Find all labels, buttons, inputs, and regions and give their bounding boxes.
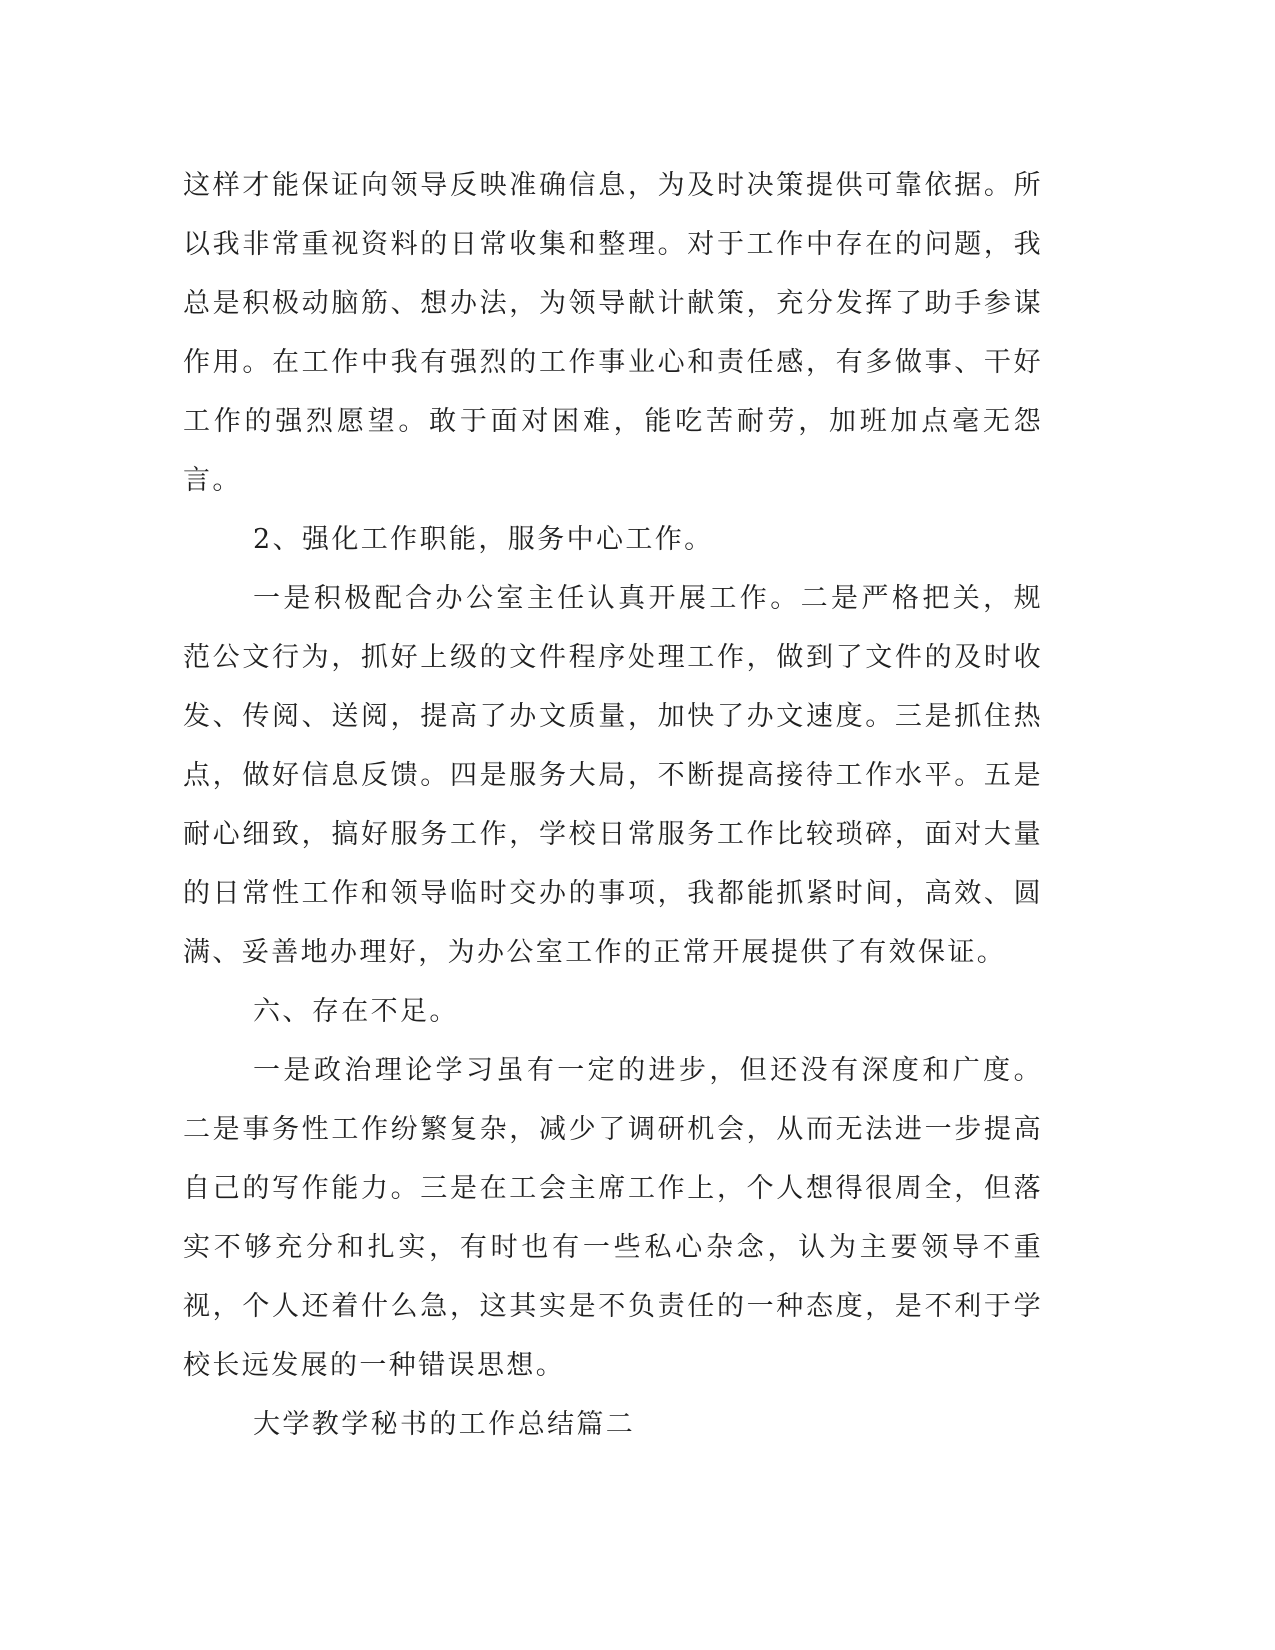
paragraph-continuation: 这样才能保证向领导反映准确信息，为及时决策提供可靠依据。所以我非常重视资料的日常收集和整理。对于工作中存在的问题，我总是积极动脑筋、想办法，为领导献计献策，充分发挥了助手参谋作用。在工作中我有强烈的工作事业心和责任感，有多做事、干好工作的强烈愿望。敢于面对困难，能吃苦耐劳，加班加点毫无怨言。 [183,170,1043,496]
section-heading-shortcomings: 六、存在不足。 [253,996,459,1027]
section-heading-strengthen-functions: 2、强化工作职能，服务中心工作。 [253,524,714,555]
paragraph-shortcomings: 一是政治理论学习虽有一定的进步，但还没有深度和广度。二是事务性工作纷繁复杂，减少了调研机会，从而无法进一步提高自己的写作能力。三是在工会主席工作上，个人想得很周全，但落实不够充分和扎实，有时也有一些私心杂念，认为主要领导不重视，个人还着什么急，这其实是不负责任的一种态度，是不利于学校长远发展的一种错误思想。 [183,1055,1043,1381]
document-body [183,156,1043,1454]
paragraph-work-items: 一是积极配合办公室主任认真开展工作。二是严格把关，规范公文行为，抓好上级的文件程序处理工作，做到了文件的及时收发、传阅、送阅，提高了办文质量，加快了办文速度。三是抓住热点，做好信息反馈。四是服务大局，不断提高接待工作水平。五是耐心细致，搞好服务工作，学校日常服务工作比较琐碎，面对大量的日常性工作和领导临时交办的事项，我都能抓紧时间，高效、圆满、妥善地办理好，为办公室工作的正常开展提供了有效保证。 [183,583,1043,968]
article-title-part-two: 大学教学秘书的工作总结篇二 [253,1409,636,1440]
